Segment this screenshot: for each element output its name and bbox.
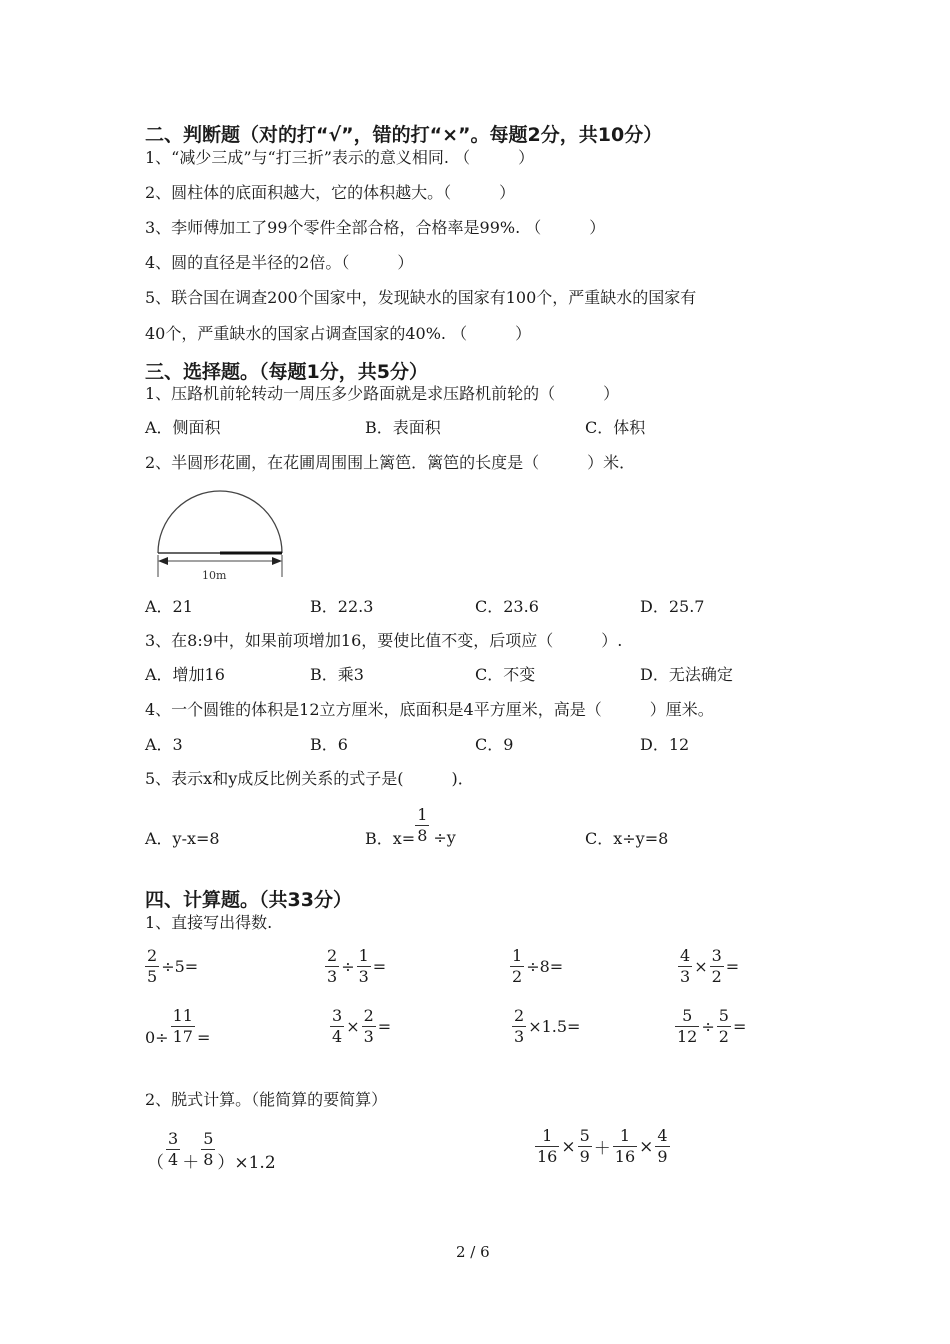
judge-item-1: 1、“减少三成”与“打三折”表示的意义相同. （ ） <box>145 148 535 167</box>
choice-q2-opt-d: D．25.7 <box>640 597 705 616</box>
calc-2-1: 0÷ $\frac{11}{17}$ = <box>145 1006 211 1047</box>
choice-q4-opt-a: A．3 <box>145 735 183 754</box>
stepwise-expr-1: （ $\frac{3}{4}$ ＋ $\frac{5}{8}$ ）×1.2 <box>147 1129 276 1173</box>
calc-sub2: 2、脱式计算。（能简算的要简算） <box>145 1090 388 1109</box>
choice-q5-opt-c: C．x÷y=8 <box>585 829 669 848</box>
choice-q5-opt-b <box>365 802 456 849</box>
dim-arrow-right <box>272 557 282 565</box>
section2-title: 二、判断题（对的打“√”，错的打“×”。每题2分，共10分） <box>145 124 663 146</box>
choice-q3-opt-b: B．乘3 <box>310 665 364 684</box>
judge-item-5: 5、联合国在调查200个国家中，发现缺水的国家有100个，严重缺水的国家有 <box>145 288 697 307</box>
opt-b-num: 1 <box>417 805 428 824</box>
choice-q2-opt-c: C．23.6 <box>475 597 539 616</box>
opt-b-prefix: B．x= <box>365 829 416 848</box>
calc-sub1: 1、直接写出得数. <box>145 913 273 932</box>
dim-arrow-left <box>158 557 168 565</box>
judge-item-4: 4、圆的直径是半径的2倍。（ ） <box>145 253 414 272</box>
semicircle-figure <box>150 485 290 585</box>
calc-1-2: $\frac{2}{3}$ ÷ $\frac{1}{3}$ = <box>327 946 387 986</box>
choice-q2-opt-a: A．21 <box>145 597 193 616</box>
opt-b-suffix: ÷y <box>433 828 456 847</box>
semicircle-arc <box>158 491 282 553</box>
opt-b-fraction <box>415 805 429 846</box>
choice-q3: 3、在8:9中，如果前项增加16，要使比值不变，后项应（ ）. <box>145 631 623 650</box>
section4-title: 四、计算题。（共33分） <box>145 889 352 911</box>
judge-item-3: 3、李师傅加工了99个零件全部合格，合格率是99%. （ ） <box>145 218 606 237</box>
calc-1-3: $\frac{1}{2}$ ÷8= <box>512 946 564 986</box>
choice-q1-opt-a: A．侧面积 <box>145 418 221 437</box>
choice-q4-opt-d: D．12 <box>640 735 690 754</box>
choice-q2: 2、半圆形花圃，在花圃周围围上篱笆．篱笆的长度是（ ）米． <box>145 453 636 472</box>
choice-q3-opt-d: D．无法确定 <box>640 665 733 684</box>
choice-q3-opt-a: A．增加16 <box>145 665 225 684</box>
calc-1-1: $\frac{2}{5}$ ÷5= <box>147 946 199 986</box>
calc-2-4: $\frac{5}{12}$ ÷ $\frac{5}{2}$ = <box>677 1006 747 1046</box>
choice-q4: 4、一个圆锥的体积是12立方厘米，底面积是4平方厘米，高是（ ）厘米。 <box>145 700 714 719</box>
choice-q1: 1、压路机前轮转动一周压多少路面就是求压路机前轮的（ ） <box>145 384 620 403</box>
choice-q5-opt-a: A．y-x=8 <box>145 829 220 848</box>
choice-q5: 5、表示x和y成反比例关系的式子是( )． <box>145 769 474 788</box>
section3-title: 三、选择题。（每题1分，共5分） <box>145 361 428 383</box>
choice-q4-opt-c: C．9 <box>475 735 514 754</box>
choice-q3-opt-c: C．不变 <box>475 665 536 684</box>
calc-2-3: $\frac{2}{3}$ ×1.5= <box>514 1006 581 1046</box>
calc-1-4: $\frac{4}{3}$ × $\frac{3}{2}$ = <box>680 946 740 986</box>
calc-2-2: $\frac{3}{4}$ × $\frac{2}{3}$ = <box>332 1006 392 1046</box>
choice-q4-opt-b: B．6 <box>310 735 348 754</box>
judge-item-5-cont: 40个，严重缺水的国家占调查国家的40%. （ ） <box>145 324 532 343</box>
dim-label: 10m <box>202 569 227 582</box>
choice-q2-opt-b: B．22.3 <box>310 597 374 616</box>
choice-q1-opt-b: B．表面积 <box>365 418 441 437</box>
stepwise-expr-2: $\frac{1}{16}$ × $\frac{5}{9}$ ＋ $\frac{1}{16}$ × $\frac{4}{9}$ <box>537 1126 668 1166</box>
opt-b-den: 8 <box>417 826 428 845</box>
choice-q1-opt-c: C．体积 <box>585 418 646 437</box>
judge-item-2: 2、圆柱体的底面积越大，它的体积越大。（ ） <box>145 183 516 202</box>
page-number: 2 / 6 <box>456 1243 490 1261</box>
